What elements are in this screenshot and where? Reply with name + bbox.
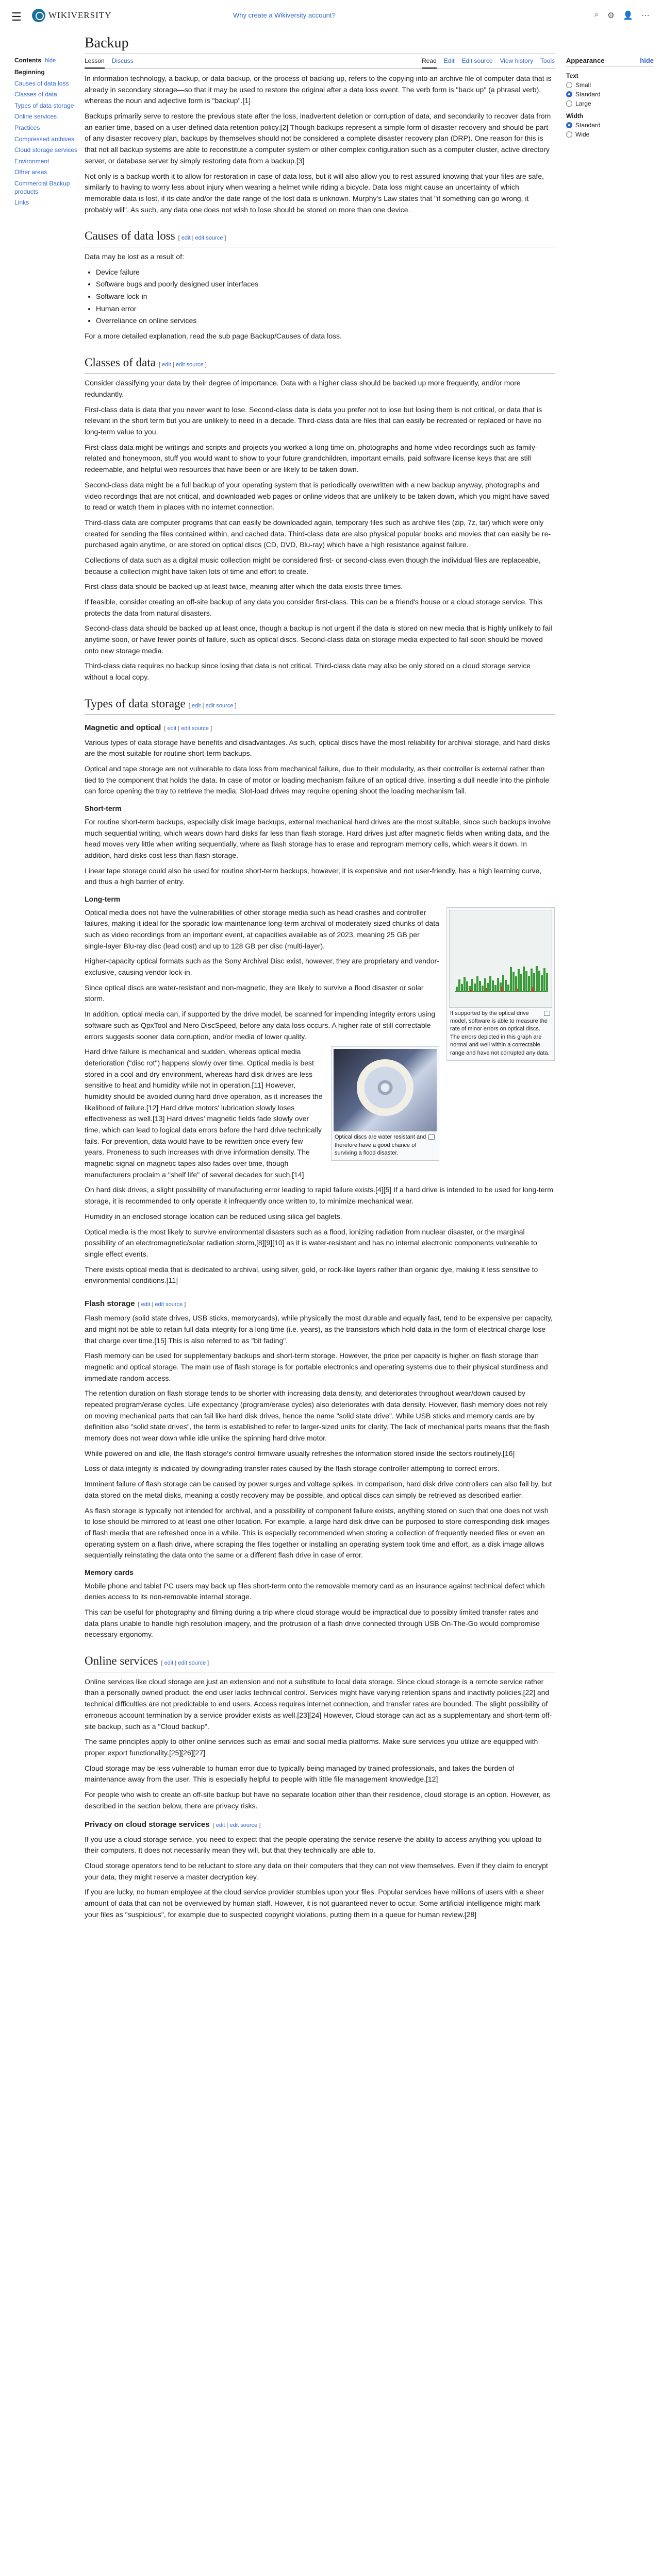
tab-edit-source[interactable]: Edit source xyxy=(461,57,493,64)
paragraph: Hard drive failure is mechanical and sudden, whereas optical media deterioration ("disc rot") happens slowly over time. Optical media is best stored in a cool and dry environment, whereas hard disk drives are less sensitive to heat and humidity while not in operation.[11] However, humidity should be avoided during hard drive operation, as it increases the likelihood of failure.[12] Hard drive motors' lubrication slowly loses effectiveness as well.[13] Hard drives' magnetic fields fade slowly over time, which can lead to logical data errors before the hard drive technically fails. For prevention, data would have to be rewritten once every few years. Proneness to such increases with drive information density. The magnetic signal on magnetic tapes also fades over time, though manufacturers proclaim a "shelf life" of several decades for such.[14] xyxy=(85,1047,323,1179)
section-heading-causes xyxy=(85,227,555,247)
toc-link[interactable]: Compressed archives xyxy=(14,135,75,143)
graph-bar xyxy=(466,981,468,992)
paragraph: Linear tape storage could also be used for routine short-term backups, however, it is expensive and not user-friendly, has a high learning curve, and thus a high barrier of entry. xyxy=(85,866,542,886)
causes-more: For a more detailed explanation, read the sub page Backup/Causes of data loss. xyxy=(85,332,342,341)
toc-heading: Contents xyxy=(14,57,41,64)
paragraph: Cloud storage may be less vulnerable to human error due to typically being managed by trained professionals, and takes the burden of maintenance away from the user. This is especially helpful to people with little file management knowledge.[12] xyxy=(85,1764,515,1784)
toc-item[interactable] xyxy=(14,178,81,197)
graph-bar xyxy=(461,984,463,992)
thumbnail-error-graph xyxy=(446,907,555,1061)
width-label: Width xyxy=(566,112,584,120)
flash-heading-text: Flash storage xyxy=(85,1299,135,1308)
toc-link[interactable]: Types of data storage xyxy=(14,101,74,109)
graph-bar xyxy=(464,977,466,992)
toc-link[interactable]: Environment xyxy=(14,157,49,165)
radio-label: Wide xyxy=(575,131,590,138)
paragraph: The retention duration on flash storage tends to be shorter with increasing data density, and deteriorates throughout wear/down caused by repeated program/erase cycles. Life expectancy (program/erase cycles) also deteriorates with data density. However, flash memory does not rely on moving mechanical parts that can fail like hard disk drives, hence the name "solid state drive". While USB sticks and memory cards are by definition also "solid state drives", the term is established to refer to larger-sized units for clarity. The lack of mechanical parts means that the flash memory does not wear down while idle unlike the spinning hard drive motor. xyxy=(85,1389,550,1443)
paragraph: Flash memory (solid state drives, USB sticks, memorycards), while physically the most durable and equally fast, tend to be expensive per capacity, and might not be able to retain full data integrity for a long time (i.e. years), as the transistors which hold data in the form of electrical charge lose that charge over time.[15] This is also referred to as "bit fading". xyxy=(85,1314,553,1345)
radio-dot[interactable] xyxy=(566,82,572,88)
paragraph: Optical media is the most likely to survive environmental disasters such as a flood, ionizing radiation from nuclear disaster, or the marginal possibility of an electromagnetic/solar radiation storm,[8][9][10] as it is water-resistant and has no internal electronic components vulnerable to single effect events. xyxy=(85,1227,537,1258)
paragraph: As flash storage is typically not intended for archival, and a possibility of component failure exists, anything stored on such that one does not wish to lose should be mirrored to at least one other location. For example, a large hard disk drive can be purposed to store corresponding disk images of flash media that are refreshed once in a while. This is especially recommended when storing a collection of frequently needed files or even an operating system on a flash drive, where scraping the files together or installing an operating system took time and effort, as a disk image allows sequentially reinstating the data onto the same or a different flash drive in case of error. xyxy=(85,1506,550,1560)
toc-item[interactable] xyxy=(14,123,81,134)
paragraph: Not only is a backup worth it to allow for restoration in case of data loss, but it will also allow you to rest assured knowing that your files are safe, similarly to having to worry less about injury when wearing a helmet while riding a bicycle. Data loss might cause an uncertainty of which memorable data is lost, if its date and/or the date range of the lost data is unknown. Murphy's Law states that "if something can go wrong, it probably will". As such, any data one does not wish to lose should be stored on more than one device. xyxy=(85,172,544,214)
graph-bar xyxy=(528,976,530,992)
edit-links: [ edit | edit source ] xyxy=(164,725,212,732)
radio-dot[interactable] xyxy=(566,100,572,107)
edit-source-link[interactable]: edit source xyxy=(229,1822,258,1829)
tab-tools[interactable]: Tools xyxy=(540,57,555,64)
paragraph: Backups primarily serve to restore the previous state after the loss, inadvertent deletion or corruption of data, and secondarily to recover data from an earlier time, based on a user-defined data retention policy.[2] Though backups represent a simple form of disaster recovery and should be part of any disaster recovery plan, backups by themselves should not be considered a complete disaster recovery plan (DRP). One reason for this is that not all backup systems are able to reconstitute a computer system or other complex configuration such as a computer cluster, active directory server, or database server by simply restoring data from a backup.[3] xyxy=(85,112,551,165)
edit-source-link[interactable]: edit source xyxy=(205,702,234,709)
text-radio-standard[interactable] xyxy=(566,91,654,98)
tabs-right xyxy=(422,57,555,69)
table-of-contents xyxy=(14,57,81,209)
edit-links: [ edit | edit source ] xyxy=(161,1660,209,1667)
intro-section xyxy=(85,73,555,215)
toc-link[interactable]: Classes of data xyxy=(14,91,57,98)
tab-read[interactable]: Read xyxy=(422,57,437,69)
toc-item[interactable] xyxy=(14,145,81,156)
paragraph: Higher-capacity optical formats such as the Sony Archival Disc exist, however, they are proprietary and vendor-exclusive, causing vendor lock-in. xyxy=(85,957,439,977)
paragraph: The same principles apply to other online services such as email and social media platforms. Make sure services you utilize are equipped with proper export functionality.[25][26][27] xyxy=(85,1737,538,1757)
subheading-shortterm: Short-term xyxy=(85,804,122,813)
toc-item[interactable] xyxy=(14,78,81,90)
text-radio-large[interactable] xyxy=(566,100,654,107)
paragraph: Consider classifying your data by their degree of importance. Data with a higher class should be backed up more frequently, and/or more redundantly. xyxy=(85,379,521,399)
graph-error-bar xyxy=(532,987,534,992)
edit-link[interactable]: edit xyxy=(141,1301,151,1308)
paragraph: Since optical discs are water-resistant and non-magnetic, they are likely to survive a flood disaster or solar storm. xyxy=(85,983,424,1003)
list-item: • Device failure xyxy=(96,267,555,278)
section-heading-types xyxy=(85,694,555,715)
graph-error-bar xyxy=(501,987,503,992)
list-item: • Human error xyxy=(96,303,555,315)
classes-section xyxy=(85,378,555,683)
account-banner-link[interactable]: Why create a Wikiversity account? xyxy=(233,11,336,19)
width-radio-wide[interactable] xyxy=(566,131,654,138)
paragraph: If you use a cloud storage service, you need to expect that the people operating the service reserve the ability to access anything you upload to their computers. It does not necessarily mean they will, but that they technically are able to. xyxy=(85,1835,542,1855)
subheading-longterm: Long-term xyxy=(85,894,121,903)
graph-bar xyxy=(538,971,540,992)
edit-links: [ edit | edit source ] xyxy=(158,361,207,368)
appearance-title xyxy=(566,57,654,67)
thumbnail-caption xyxy=(449,1008,552,1058)
text-size-options xyxy=(566,81,654,107)
longterm-section-b xyxy=(85,1046,555,1286)
toc-link[interactable]: Cloud storage services xyxy=(14,146,78,154)
paragraph: Imminent failure of flash storage can be caused by power surges and voltage spikes. In comparison, hard disk drive controllers can also fail by, but data stored on the metal disks, meaning a costly recovery may be possible, and optical discs can simply be retrieved as described earlier. xyxy=(85,1480,552,1499)
paragraph: For routine short-term backups, especially disk image backups, external mechanical hard drives are the most suitable, since such backups involve much sequential writing, which wears down hard disks far less than flash storage. Hard drives just after magnetic fields when writing data, and the head moves very little when writing sequentially, where as flash storage has to erase and reprogram memory cells, which wears it down. In addition, hard disks cost less than flash storage. xyxy=(85,817,551,859)
list-item: • Software bugs and poorly designed user interfaces xyxy=(96,279,555,290)
toc-title xyxy=(14,57,81,64)
page-title: Backup xyxy=(85,32,555,54)
paragraph: Humidity in an enclosed storage location can be reduced using silica gel baglets. xyxy=(85,1212,342,1221)
graph-bar xyxy=(474,984,476,992)
tab-view-history[interactable]: View history xyxy=(500,57,533,64)
graph-bar xyxy=(510,967,512,992)
toc-hide-button[interactable]: hide xyxy=(45,58,56,64)
graph-bar xyxy=(456,987,458,992)
list-item: • Overreliance on online services xyxy=(96,315,555,327)
paragraph: Second-class data might be a full backup of your operating system that is periodically overwritten with a new backup anyway, photographs and video recordings that are not critical, and downloaded web pages or online videos that are unlikely to be taken down, which you might have saved to read or watch them in places with no internet connection. xyxy=(85,480,550,512)
toc-link[interactable]: Links xyxy=(14,199,29,207)
radio-label: Small xyxy=(575,81,591,89)
online-section xyxy=(85,1676,555,1812)
paragraph: Loss of data integrity is indicated by downgrading transfer rates caused by the flash storage controller attempting to correct errors. xyxy=(85,1464,500,1473)
toc-link[interactable]: Causes of data loss xyxy=(14,79,69,87)
paragraph: While powered on and idle, the flash storage's control firmware usually refreshes the information stored inside the sectors routinely.[16] xyxy=(85,1449,515,1458)
thumbnail-caption xyxy=(334,1131,437,1158)
toc-link[interactable]: Practices xyxy=(14,124,40,131)
paragraph: First-class data is data that you never want to lose. Second-class data is data you prefer not to lose but losing them is not critical, or data that is relevant in the short term but you are unlikely to need in a decade. Third-class data are files that can easily be recreated or replaced or have no long-term value to you. xyxy=(85,405,542,436)
paragraph: Third-class data requires no backup since losing that data is not critical. Third-class data may also be only stored on a cloud storage service without a local copy. xyxy=(85,662,531,682)
subheading-flash xyxy=(85,1298,555,1310)
paragraph: In addition, optical media can, if supported by the drive model, be scanned for impending integrity errors using software such as QpxTool and Nero DiscSpeed, before any data loss occurs. A higher rate of still correctable errors suggests sooner data corruption, and/or media of lower quality. xyxy=(85,1010,436,1041)
search-icon[interactable]: ⌕ xyxy=(594,10,599,19)
edit-source-link[interactable]: edit source xyxy=(178,1660,206,1667)
edit-source-link[interactable]: edit source xyxy=(155,1301,183,1308)
site-header xyxy=(0,0,662,32)
subheading-privacy xyxy=(85,1819,555,1831)
width-options xyxy=(566,122,654,138)
paragraph: First-class data might be writings and scripts and projects you worked a long time on, photographs and home video recordings such as family-related and honeymoon, stuff you would want to show to your future grandchildren, important emails, paid software license keys that are still redeemable, and helpful web resources that have been or are likely to be taken down. xyxy=(85,443,538,474)
graph-bar xyxy=(505,980,507,992)
privacy-section xyxy=(85,1834,555,1921)
paragraph: Cloud storage operators tend to be reluctant to store any data on their computers that they can not view themselves. Even if they claim to encrypt your data, they might reserve a master decryption key. xyxy=(85,1861,548,1881)
tab-edit[interactable]: Edit xyxy=(443,57,455,64)
page-tabs xyxy=(85,54,555,69)
edit-link[interactable]: edit xyxy=(191,702,201,709)
tab-discuss[interactable]: Discuss xyxy=(111,57,134,64)
edit-links: [ edit | edit source ] xyxy=(188,702,237,709)
subheading-memcards: Memory cards xyxy=(85,1568,134,1577)
graph-bar xyxy=(492,980,494,992)
graph-bar xyxy=(525,971,527,992)
toc-link[interactable]: Commercial Backup products xyxy=(14,179,70,195)
text-radio-small[interactable] xyxy=(566,81,654,89)
causes-list xyxy=(85,267,555,327)
appearance-heading: Appearance xyxy=(566,57,605,64)
graph-error-bar xyxy=(470,990,472,992)
paragraph: Second-class data should be backed up at least once, though a backup is not urgent if the data is stored on new media that is highly unlikely to fail anytime soon, or have fewer points of failure, such as optical discs. Second-class data on storage media expected to fail soon should be moved onto new storage media. xyxy=(85,624,552,655)
article-body xyxy=(85,73,555,1920)
appearance-panel xyxy=(566,57,654,140)
graph-bar xyxy=(520,974,522,992)
paragraph: For people who wish to create an off-site backup but have no separate location other than their residence, cloud storage is an option. However, as described in the section below, there are privacy risks. xyxy=(85,1790,551,1810)
main-content xyxy=(85,32,555,1924)
section-heading-classes xyxy=(85,353,555,374)
paragraph: If you are lucky, no human employee at the cloud service provider stumbles upon your files. Popular services have millions of users with a sheer amount of data that can not be overviewed by human staff. However, it is not guaranteed never to occur. Some artificial intelligence might mark your files as "suspicious", for example due to suspected copyright violations, putting them in a queue for human review.[28] xyxy=(85,1888,544,1919)
thumbnail-optical-disc xyxy=(331,1046,439,1161)
section-heading-online xyxy=(85,1652,555,1672)
paragraph: If feasible, consider creating an off-site backup of any data you consider first-class. This can be a friend's house or a cloud storage service. This protects the data from natural disasters. xyxy=(85,598,543,617)
header-tools xyxy=(594,10,650,21)
toc-link[interactable]: Other areas xyxy=(14,168,47,176)
causes-heading-text: Causes of data loss xyxy=(85,229,175,243)
edit-link[interactable]: edit xyxy=(181,235,191,242)
graph-bar xyxy=(497,978,499,992)
edit-links: [ edit | edit source ] xyxy=(212,1822,261,1829)
graph-bar xyxy=(476,976,478,992)
paragraph: Third-class data are computer programs that can easily be downloaded again, temporary files such as archive files (zip, 7z, tar) which were only created for sending the files contained within, and cached data. Third-class data are also physical popular books and movies that can easily be re-purchased again anytime, or are stored on optical discs (CD, DVD, Blu-ray) which have a high resistance against failure. xyxy=(85,518,551,549)
edit-link[interactable]: edit xyxy=(162,361,171,368)
shortterm-section xyxy=(85,817,555,888)
graph-bar xyxy=(494,985,496,992)
paragraph: In information technology, a backup, or data backup, or the process of backing up, refers to the copying into an archive file of computer data that is already in secondary storage—so that it may be used to restore the original after a data loss event. The verb form is "back up" (a phrasal verb), whereas the noun and adjective form is "backup".[1] xyxy=(85,74,552,105)
edit-links: [ edit | edit source ] xyxy=(138,1301,186,1308)
radio-dot[interactable] xyxy=(566,122,572,128)
enlarge-icon[interactable] xyxy=(544,1011,550,1016)
memcards-section xyxy=(85,1581,555,1640)
text-size-label: Text xyxy=(566,72,578,79)
error-rate-graph-image[interactable] xyxy=(449,910,552,1008)
toc-item[interactable] xyxy=(14,156,81,167)
radio-dot[interactable] xyxy=(566,91,572,97)
graph-bar xyxy=(536,966,538,992)
graph-error-bar xyxy=(486,988,487,992)
toc-item[interactable] xyxy=(14,67,81,78)
paragraph: There exists optical media that is dedicated to archival, using silver, gold, or rock-like layers rather than organic dye, making it less sensitive to environmental conditions.[11] xyxy=(85,1265,538,1285)
toc-item[interactable] xyxy=(14,111,81,123)
preferences-icon[interactable]: ⚙ xyxy=(607,11,615,20)
edit-source-link[interactable]: edit source xyxy=(195,235,223,242)
toc-item[interactable] xyxy=(14,100,81,112)
list-item: • Software lock-in xyxy=(96,291,555,302)
toc-item[interactable] xyxy=(14,134,81,145)
graph-bar xyxy=(482,986,484,992)
edit-link[interactable]: edit xyxy=(216,1822,225,1829)
paragraph: Collections of data such as a digital music collection might be considered first- or second-class even though the individual files are replaceable, because a collection might have taken lots of time and effort to create. xyxy=(85,555,541,575)
paragraph: Online services like cloud storage are just an extension and not a substitute to local data storage. Since cloud storage is a remote service rather than a personally owned product, the end user lacks technical control. Services might have varying retention spans and inactivity policies,[22] and technical difficulties are not predictable to end users. Access requires internet connection, and transfer rates are bounded. The slight possibility of erroneous account termination by a service provider exists as well.[23][24] However, Cloud storage can act as a supplementary and short-term off-site backup, such as a "Cloud backup". xyxy=(85,1677,552,1731)
graph-bar xyxy=(458,979,460,992)
appearance-hide-button[interactable]: hide xyxy=(640,57,654,64)
paragraph: This can be useful for photography and filming during a trip where cloud storage would be impractical due to possibly limited transfer rates and data plans unable to handle high resolution imagery, and the protrusion of a flash drive connected through USB On-The-Go would compromise necessary ergonomy. xyxy=(85,1608,540,1639)
graph-bar xyxy=(541,975,543,992)
privacy-heading-text: Privacy on cloud storage services xyxy=(85,1820,210,1829)
tabs-left xyxy=(85,57,134,69)
graph-bar xyxy=(479,981,481,992)
types-heading-text: Types of data storage xyxy=(85,697,186,710)
graph-bar xyxy=(507,985,509,992)
radio-label: Standard xyxy=(575,91,601,98)
toc-list xyxy=(14,67,81,209)
subheading-magnetic xyxy=(85,722,555,734)
more-icon[interactable]: ⋯ xyxy=(641,11,650,20)
magnetic-heading-text: Magnetic and optical xyxy=(85,723,161,733)
paragraph: Optical media does not have the vulnerabilities of other storage media such as head crashes and controller failures, making it ideal for the sporadic low-maintenance long-term archival of moderately sized chunks of data such as video recordings from an important event, at capacities available as of 2023, meaning 25 GB per single-layer Blu-ray disc (lead cost) and up to 128 GB per disc (multi-layer). xyxy=(85,908,439,950)
optical-disc-water-image[interactable] xyxy=(334,1049,437,1131)
graph-bar xyxy=(489,976,491,992)
toc-item[interactable] xyxy=(14,197,81,209)
thumb1-caption-text: If supported by the optical drive model, software is able to measure the rate of minor errors on optical discs. The errors depicted in this graph are normal and well within a correctable range and have not corrupted any data. xyxy=(450,1010,550,1056)
radio-dot[interactable] xyxy=(566,131,572,138)
online-heading-text: Online services xyxy=(85,1654,158,1668)
radio-label: Large xyxy=(575,100,591,107)
edit-source-link[interactable]: edit source xyxy=(175,361,204,368)
toc-link[interactable]: Online services xyxy=(14,113,57,121)
magnetic-section xyxy=(85,737,555,797)
edit-source-link[interactable]: edit source xyxy=(181,725,209,732)
logo-text: WIKIVERSITY xyxy=(48,10,112,20)
paragraph: First-class data should be backed up at least twice, meaning after which the data exists three times. xyxy=(85,582,403,591)
flash-section xyxy=(85,1313,555,1561)
paragraph: Optical and tape storage are not vulnerable to data loss from mechanical failure, due to their modularity, as their controller is external rather than tied to the component that holds the data. In case of motor or loading mechanism failure of an optical drive, inserting a dull needle into the pinhole can force opening the tray to retrieve the media. Slot-load drives may require opening shoot the loading mechanism fail. xyxy=(85,765,550,795)
user-icon[interactable]: 👤 xyxy=(623,11,633,20)
thumb2-caption-text: Optical discs are water resistant and therefore have a good chance of surviving a flood disaster. xyxy=(335,1134,426,1157)
graph-bar xyxy=(523,967,525,992)
toc-item[interactable] xyxy=(14,89,81,100)
graph-bar xyxy=(512,972,515,992)
paragraph: Various types of data storage have benefits and disadvantages. As such, optical discs have the most reliability for archival storage, and hard disks are the most suitable for routine short-term backups. xyxy=(85,738,550,758)
wikiversity-logo-icon xyxy=(32,9,45,22)
edit-link[interactable]: edit xyxy=(164,1660,174,1667)
site-logo[interactable] xyxy=(32,9,111,22)
width-radio-standard[interactable] xyxy=(566,122,654,129)
toc-link[interactable]: Beginning xyxy=(14,69,45,76)
radio-label: Standard xyxy=(575,122,601,129)
paragraph: On hard disk drives, a slight possibility of manufacturing error leading to rapid failure exists.[4][5] If a hard drive is intended to be used for long-term storage, it is recommended to only operate it infrequently once written to, to minimize mechanical wear. xyxy=(85,1185,553,1206)
enlarge-icon[interactable] xyxy=(428,1134,435,1140)
edit-link[interactable]: edit xyxy=(167,725,177,732)
main-menu-icon[interactable]: ☰ xyxy=(11,10,22,23)
tab-lesson[interactable]: Lesson xyxy=(85,57,105,69)
edit-links: [ edit | edit source ] xyxy=(178,235,226,242)
paragraph: Mobile phone and tablet PC users may back up files short-term onto the removable memory card as an insurance against technical defect which denies access to its non-removable internal storage. xyxy=(85,1581,545,1601)
classes-heading-text: Classes of data xyxy=(85,355,156,369)
graph-bar xyxy=(546,973,548,992)
causes-lead: Data may be lost as a result of: xyxy=(85,252,184,261)
toc-item[interactable] xyxy=(14,167,81,178)
graph-bar xyxy=(543,968,545,992)
paragraph: Flash memory can be used for supplementary backups and short-term storage. However, the price per capacity is higher on flash storage than magnetic and optical storage. The main use of flash storage is for portable electronics and operating systems due to their physical sturdiness and immediate random access. xyxy=(85,1351,548,1382)
graph-error-bar xyxy=(517,989,518,992)
